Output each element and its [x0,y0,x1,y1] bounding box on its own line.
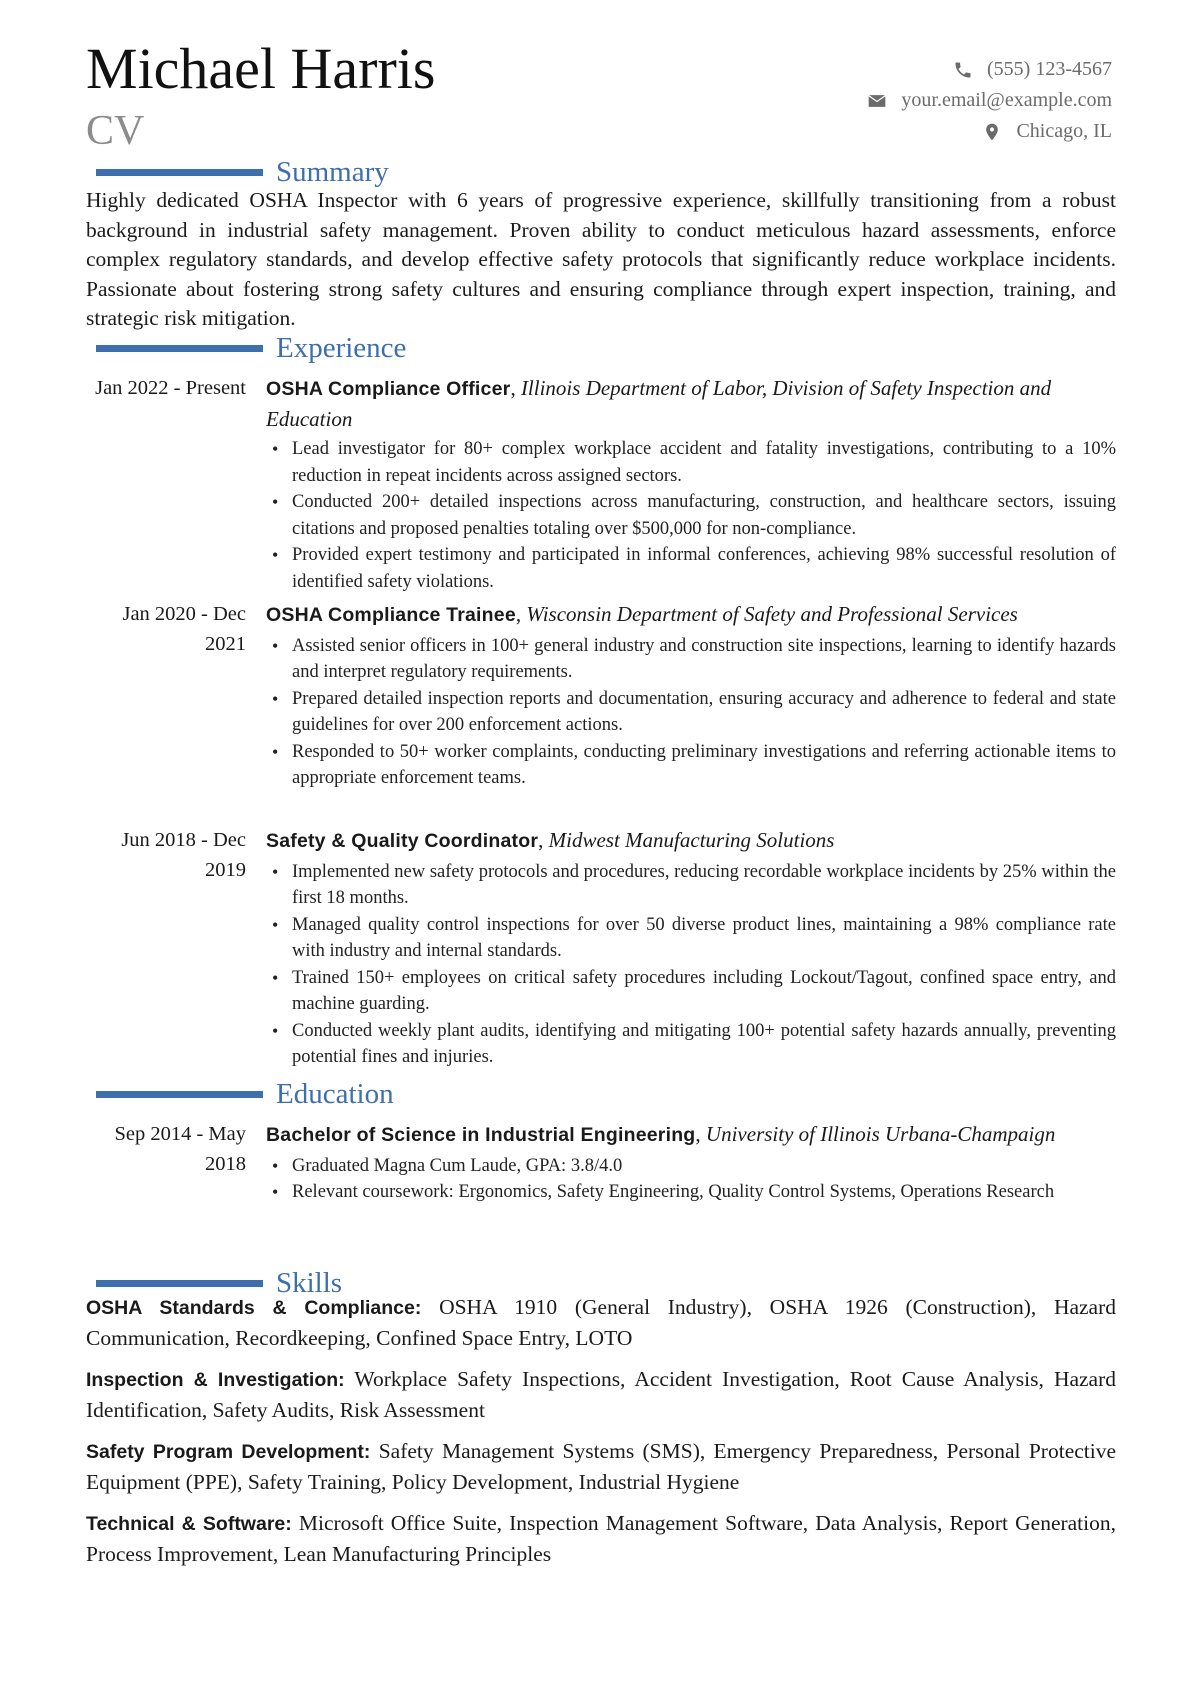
entry-title-line: OSHA Compliance Trainee, Wisconsin Department of Safety and Professional Services [266,602,1018,626]
section-title: Experience [276,331,407,364]
entry-date: Jan 2022 - Present [95,377,246,399]
summary-heading [86,155,1113,189]
entry-role: OSHA Compliance Trainee [266,604,516,626]
bullet-item: • Provided expert testimony and participated in informal conferences, achieving 98% successful resolution of identified safety violations. [266,542,1116,595]
map-pin-icon [982,122,1002,142]
entry-org: Wisconsin Department of Safety and Professional Services [526,602,1018,626]
skill-category: Technical & Software: [86,1513,292,1535]
bullet-item: • Relevant coursework: Ergonomics, Safety Engineering, Quality Control Systems, Operations Research [266,1179,1116,1206]
experience-entry [86,600,1116,792]
summary-text: Highly dedicated OSHA Inspector with 6 years of progressive experience, skillfully transitioning from a robust background in industrial safety management. Proven ability to conduct meticulous hazard assessments, enforce complex regulatory standards, and develop effective safety protocols that significantly reduce workplace incidents. Passionate about fostering strong safety cultures and ensuring compliance through expert inspection, training, and strategic risk mitigation. [86,188,1116,330]
entry-bullets [266,436,1116,595]
experience-entry [86,374,1116,595]
email-text[interactable]: your.email@example.com [901,89,1112,111]
skill-row [86,1509,1116,1569]
bullet-item: • Prepared detailed inspection reports and documentation, ensuring accuracy and adherence to federal and state guidelines for over 200 enforcement actions. [266,686,1116,739]
section-bar [96,1280,263,1287]
bullet-item: • Graduated Magna Cum Laude, GPA: 3.8/4.0 [266,1153,1116,1180]
education-heading [86,1077,1113,1111]
section-bar [96,345,263,352]
skill-row [86,1293,1116,1353]
phone-text: (555) 123-4567 [987,58,1112,80]
education-entry [86,1120,1116,1206]
entry-title-line: Safety & Quality Coordinator, Midwest Manufacturing Solutions [266,828,835,852]
bullet-item: • Lead investigator for 80+ complex workplace accident and fatality investigations, contributing to a 10% reduction in repeat incidents across assigned sectors. [266,436,1116,489]
document-subtitle: CV [86,108,145,154]
bullet-item: • Trained 150+ employees on critical safety procedures including Lockout/Tagout, confined space entry, and machine guarding. [266,965,1116,1018]
bullet-item: • Conducted weekly plant audits, identifying and mitigating 100+ potential safety hazards annually, preventing potential fines and injuries. [266,1018,1116,1071]
contact-phone [752,54,1112,85]
entry-title-line: Bachelor of Science in Industrial Engineering, University of Illinois Urbana-Champaign [266,1122,1056,1146]
skills-list [86,1293,1116,1581]
entry-bullets [266,1153,1116,1206]
bullet-item: • Conducted 200+ detailed inspections across manufacturing, construction, and healthcare sectors, issuing citations and proposed penalties totaling over $500,000 for non-compliance. [266,489,1116,542]
bullet-item: • Implemented new safety protocols and procedures, reducing recordable workplace incidents by 25% within the first 18 months. [266,859,1116,912]
entry-role: Bachelor of Science in Industrial Engineering [266,1124,696,1146]
entry-org: University of Illinois Urbana-Champaign [705,1122,1056,1146]
entry-org: Midwest Manufacturing Solutions [548,828,835,852]
section-title: Summary [276,155,389,188]
section-title: Skills [276,1266,343,1299]
skill-category: OSHA Standards & Compliance: [86,1297,422,1319]
skill-row [86,1365,1116,1425]
entry-date: Sep 2014 - May 2018 [114,1123,246,1175]
contact-block [752,54,1112,147]
experience-heading [86,331,1113,365]
experience-entry [86,826,1116,1071]
section-bar [96,1091,263,1098]
candidate-name: Michael Harris [86,36,436,101]
skill-items: Workplace Safety Inspections, Accident Investigation, Root Cause Analysis, Hazard Identification, Safety Audits, Risk Assessment [86,1367,1117,1422]
phone-icon [953,60,973,80]
bullet-item: • Responded to 50+ worker complaints, conducting preliminary investigations and referring actionable items to appropriate enforcement teams. [266,739,1116,792]
skill-items: Microsoft Office Suite, Inspection Management Software, Data Analysis, Report Generation, Process Improvement, Lean Manufacturing Principles [86,1511,1117,1566]
entry-bullets [266,633,1116,792]
bullet-item: • Assisted senior officers in 100+ general industry and construction site inspections, learning to identify hazards and interpret regulatory requirements. [266,633,1116,686]
skill-row [86,1437,1116,1497]
entry-title-line: OSHA Compliance Officer, Illinois Department of Labor, Division of Safety Inspection and Education [266,376,1052,431]
entry-bullets [266,859,1116,1071]
skill-items: OSHA 1910 (General Industry), OSHA 1926 (Construction), Hazard Communication, Recordkeeping, Confined Space Entry, LOTO [86,1295,1117,1350]
skill-category: Inspection & Investigation: [86,1369,345,1391]
entry-role: Safety & Quality Coordinator [266,830,539,852]
contact-location [752,116,1112,147]
skill-category: Safety Program Development: [86,1441,371,1463]
bullet-item: • Managed quality control inspections for over 50 diverse product lines, maintaining a 98% compliance rate with industry and internal standards. [266,912,1116,965]
section-bar [96,169,263,176]
contact-email[interactable] [752,85,1112,116]
entry-date: Jan 2020 - Dec 2021 [122,603,246,655]
entry-role: OSHA Compliance Officer [266,378,511,400]
envelope-icon [867,91,887,111]
location-text: Chicago, IL [1016,120,1112,142]
entry-date: Jun 2018 - Dec 2019 [121,829,246,881]
section-title: Education [276,1077,394,1110]
skill-items: Safety Management Systems (SMS), Emergency Preparedness, Personal Protective Equipment (PPE), Safety Training, Policy Development, Industrial Hygiene [86,1439,1117,1494]
entry-org: Illinois Department of Labor, Division of Safety Inspection and Education [266,376,1052,431]
